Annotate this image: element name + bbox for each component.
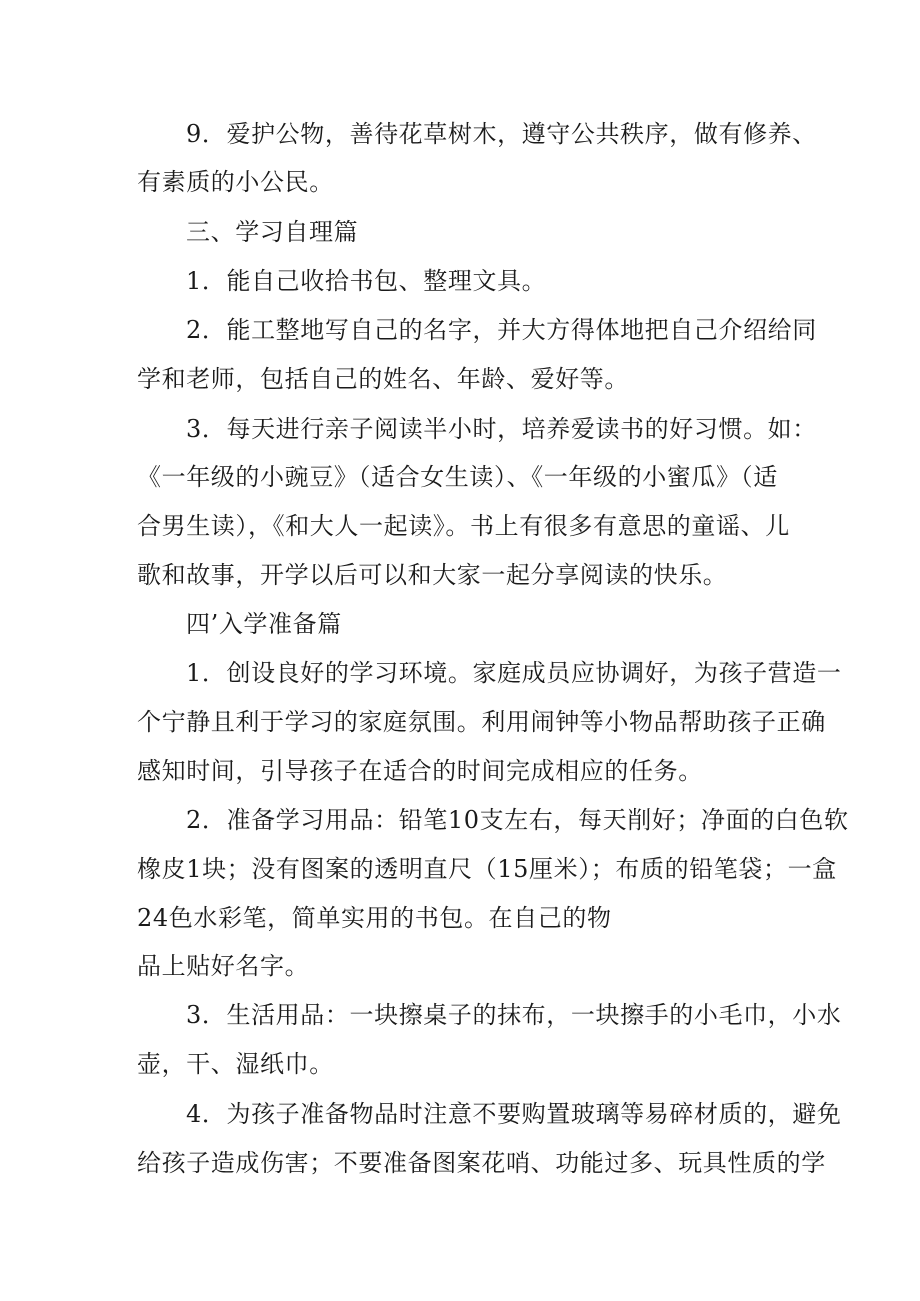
prep-item-3-line-1: 3．生活用品：一块擦桌子的抹布，一块擦手的小毛巾，小水 — [186, 1001, 842, 1029]
item-3-line-3: 合男生读），《和大人一起读》。书上有很多有意思的童谣、儿 — [137, 512, 790, 540]
prep-item-4-line-1: 4．为孩子准备物品时注意不要购置玻璃等易碎材质的，避免 — [186, 1100, 842, 1128]
prep-item-2-line-2: 橡皮1块；没有图案的透明直尺（15厘米）；布质的铅笔袋；一盒 — [137, 855, 837, 883]
prep-item-1-line-2: 个宁静且利于学习的家庭氛围。利用闹钟等小物品帮助孩子正确 — [137, 708, 826, 736]
section-heading-4: 四’入学准备篇 — [186, 610, 342, 638]
item-3-line-1: 3．每天进行亲子阅读半小时，培养爱读书的好习惯。如： — [186, 415, 817, 443]
section-heading-3: 三、学习自理篇 — [186, 218, 359, 246]
prep-item-3-line-2: 壶，干、湿纸巾。 — [137, 1050, 334, 1078]
paragraph-9-line-1: 9．爱护公物，善待花草树木，遵守公共秩序，做有修养、 — [186, 120, 817, 148]
item-3-line-4: 歌和故事，开学以后可以和大家一起分享阅读的快乐。 — [137, 561, 728, 589]
item-2-line-1: 2．能工整地写自己的名字，并大方得体地把自己介绍给同 — [186, 316, 817, 344]
prep-item-1-line-3: 感知时间，引导孩子在适合的时间完成相应的任务。 — [137, 757, 703, 785]
prep-item-2-line-4: 品上贴好名字。 — [137, 952, 310, 980]
paragraph-9-line-2: 有素质的小公民。 — [137, 168, 334, 196]
prep-item-2-line-3: 24色水彩笔，简单实用的书包。在自己的物 — [137, 904, 612, 932]
item-3-line-2: 《一年级的小豌豆》（适合女生读）、《一年级的小蜜瓜》（适 — [137, 463, 778, 491]
item-2-line-2: 学和老师，包括自己的姓名、年龄、爱好等。 — [137, 365, 629, 393]
prep-item-1-line-1: 1．创设良好的学习环境。家庭成员应协调好，为孩子营造一 — [186, 659, 842, 687]
prep-item-2-line-1: 2．准备学习用品：铅笔10支左右，每天削好；净面的白色软 — [186, 806, 849, 834]
prep-item-4-line-2: 给孩子造成伤害；不要准备图案花哨、功能过多、玩具性质的学 — [137, 1149, 826, 1177]
item-1-line-1: 1．能自己收拾书包、整理文具。 — [186, 267, 547, 295]
